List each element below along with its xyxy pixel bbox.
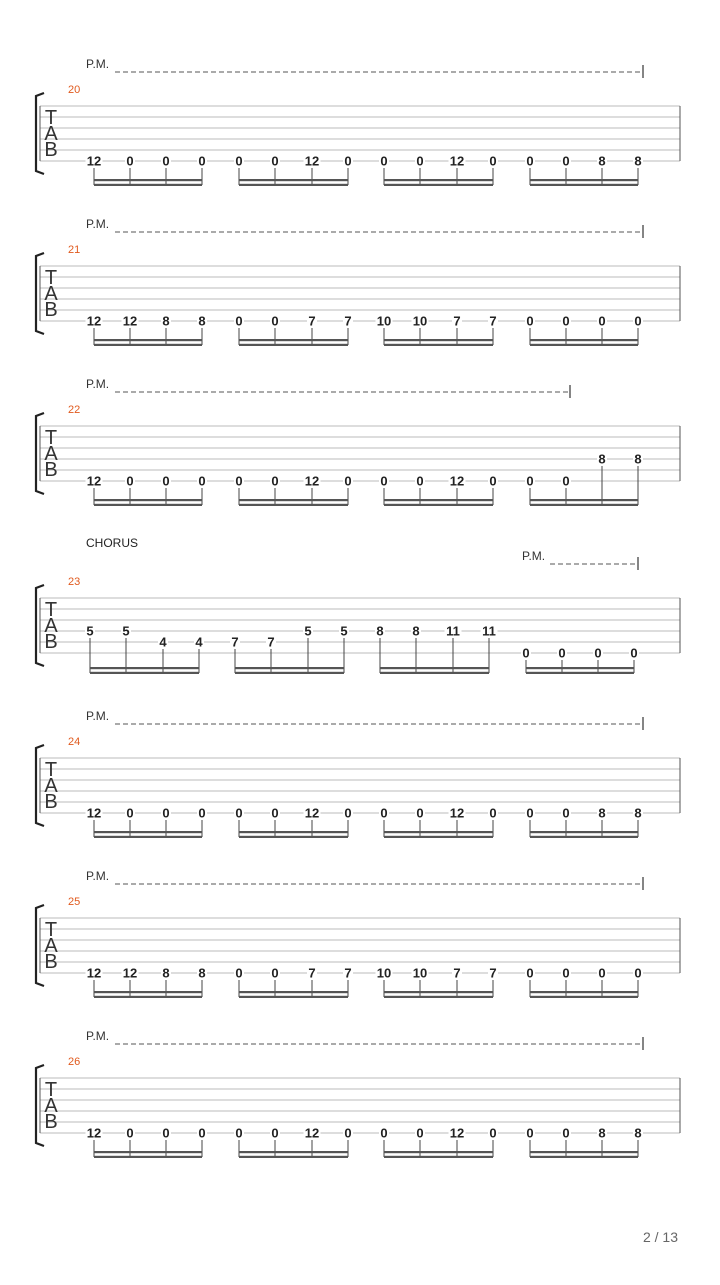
- beam-primary: [384, 339, 493, 341]
- beam-primary: [235, 667, 344, 669]
- measure-number: 21: [68, 244, 81, 256]
- beam-secondary: [530, 996, 638, 998]
- beat-group: [379, 806, 498, 839]
- fret-number: 12: [122, 965, 138, 981]
- fret-number: 0: [562, 313, 570, 329]
- measure-number: 25: [68, 896, 81, 908]
- beam-primary: [94, 991, 202, 993]
- fret-number: 0: [198, 473, 206, 489]
- tab-clef-letter: T: [44, 919, 58, 941]
- fret-number: 8: [162, 965, 170, 981]
- palm-mute-label: P.M.: [86, 217, 110, 231]
- fret-number: 5: [86, 623, 94, 639]
- fret-number: 0: [235, 965, 243, 981]
- beam-primary: [526, 667, 634, 669]
- beat-group: [525, 1126, 643, 1159]
- beat-group: [525, 452, 643, 507]
- measure-number: 26: [68, 1056, 81, 1068]
- beam-secondary: [90, 672, 199, 674]
- fret-number: 8: [598, 153, 606, 169]
- beam-secondary: [94, 996, 202, 998]
- beam-primary: [239, 991, 348, 993]
- tab-clef-letter: A: [44, 775, 58, 797]
- tab-clef-letter: A: [44, 1095, 58, 1117]
- beam-secondary: [384, 836, 493, 838]
- beam-primary: [94, 179, 202, 181]
- fret-number: 10: [412, 313, 428, 329]
- fret-number: 0: [198, 153, 206, 169]
- beam-primary: [380, 667, 489, 669]
- palm-mute-label: P.M.: [86, 377, 110, 391]
- beam-secondary: [384, 996, 493, 998]
- fret-number: 7: [344, 313, 352, 329]
- beat-group: [376, 966, 499, 999]
- fret-number: 10: [376, 965, 392, 981]
- fret-number: 0: [416, 1125, 424, 1141]
- fret-number: 0: [344, 805, 352, 821]
- beat-group: [521, 646, 639, 675]
- fret-number: 0: [235, 313, 243, 329]
- fret-number: 4: [159, 634, 167, 650]
- fret-number: 8: [598, 805, 606, 821]
- beat-group: [234, 314, 353, 347]
- beam-primary: [384, 179, 493, 181]
- tab-clef-letter: B: [44, 459, 58, 481]
- beat-group: [234, 806, 353, 839]
- fret-number: 8: [634, 153, 642, 169]
- beat-group: [379, 1126, 498, 1159]
- fret-number: 4: [195, 634, 203, 650]
- beam-primary: [239, 499, 348, 501]
- beam-primary: [90, 667, 199, 669]
- beam-secondary: [384, 504, 493, 506]
- fret-number: 5: [304, 623, 312, 639]
- fret-number: 0: [126, 1125, 134, 1141]
- palm-mute-label: P.M.: [86, 709, 110, 723]
- fret-number: 0: [522, 645, 530, 661]
- tab-clef-letter: B: [44, 299, 58, 321]
- fret-number: 8: [198, 313, 206, 329]
- fret-number: 0: [489, 153, 497, 169]
- fret-number: 0: [271, 1125, 279, 1141]
- fret-number: 12: [304, 153, 320, 169]
- beam-primary: [239, 1151, 348, 1153]
- fret-number: 0: [271, 313, 279, 329]
- fret-number: 0: [380, 1125, 388, 1141]
- fret-number: 0: [198, 1125, 206, 1141]
- beam-primary: [530, 831, 638, 833]
- tab-clef-letter: T: [44, 759, 58, 781]
- fret-number: 0: [271, 805, 279, 821]
- beam-secondary: [530, 836, 638, 838]
- tab-system: [36, 377, 680, 506]
- fret-number: 12: [86, 473, 102, 489]
- tab-clef-letter: T: [44, 427, 58, 449]
- fret-number: 0: [562, 473, 570, 489]
- beam-secondary: [530, 184, 638, 186]
- fret-number: 0: [489, 1125, 497, 1141]
- beam-primary: [94, 1151, 202, 1153]
- beam-primary: [94, 831, 202, 833]
- fret-number: 12: [122, 313, 138, 329]
- fret-number: 0: [526, 153, 534, 169]
- beat-group: [376, 314, 499, 347]
- fret-number: 7: [489, 313, 497, 329]
- beam-secondary: [94, 344, 202, 346]
- fret-number: 0: [235, 153, 243, 169]
- beat-group: [86, 154, 208, 187]
- fret-number: 0: [271, 473, 279, 489]
- tab-system: [36, 709, 680, 838]
- tab-clef-letter: B: [44, 631, 58, 653]
- tab-clef-letter: A: [44, 283, 58, 305]
- beam-secondary: [239, 1156, 348, 1158]
- fret-number: 8: [598, 1125, 606, 1141]
- fret-number: 0: [344, 473, 352, 489]
- beam-secondary: [94, 504, 202, 506]
- fret-number: 12: [449, 153, 465, 169]
- fret-number: 0: [162, 1125, 170, 1141]
- measure-number: 24: [68, 736, 81, 748]
- beam-secondary: [94, 836, 202, 838]
- fret-number: 12: [304, 473, 320, 489]
- fret-number: 12: [86, 965, 102, 981]
- beam-primary: [530, 499, 638, 501]
- fret-number: 12: [86, 805, 102, 821]
- tab-clef-letter: T: [44, 599, 58, 621]
- fret-number: 0: [594, 645, 602, 661]
- fret-number: 8: [198, 965, 206, 981]
- beam-primary: [94, 339, 202, 341]
- palm-mute-label: P.M.: [86, 869, 110, 883]
- tab-clef-letter: A: [44, 443, 58, 465]
- section-name: CHORUS: [86, 536, 139, 550]
- tab-system: [36, 869, 680, 998]
- fret-number: 0: [235, 473, 243, 489]
- tab-system: [36, 57, 680, 186]
- fret-number: 0: [380, 473, 388, 489]
- beam-secondary: [530, 504, 638, 506]
- fret-number: 12: [86, 313, 102, 329]
- fret-number: 7: [489, 965, 497, 981]
- fret-number: 0: [344, 153, 352, 169]
- fret-number: 8: [634, 451, 642, 467]
- tab-clef-letter: B: [44, 791, 58, 813]
- beat-group: [86, 1126, 208, 1159]
- beam-secondary: [239, 996, 348, 998]
- tab-clef-letter: T: [44, 267, 58, 289]
- beam-secondary: [526, 672, 634, 674]
- fret-number: 0: [562, 1125, 570, 1141]
- beam-secondary: [235, 672, 344, 674]
- fret-number: 0: [526, 805, 534, 821]
- fret-number: 7: [308, 965, 316, 981]
- beam-secondary: [94, 1156, 202, 1158]
- fret-number: 8: [412, 623, 420, 639]
- fret-number: 10: [412, 965, 428, 981]
- beam-secondary: [530, 344, 638, 346]
- fret-number: 0: [489, 805, 497, 821]
- measure-number: 22: [68, 404, 81, 416]
- beat-group: [234, 966, 353, 999]
- tab-clef-letter: T: [44, 1079, 58, 1101]
- fret-number: 12: [86, 153, 102, 169]
- fret-number: 0: [380, 153, 388, 169]
- fret-number: 0: [126, 473, 134, 489]
- beam-secondary: [384, 1156, 493, 1158]
- fret-number: 12: [449, 1125, 465, 1141]
- beat-group: [86, 806, 208, 839]
- beam-primary: [239, 831, 348, 833]
- beam-primary: [384, 831, 493, 833]
- beat-group: [86, 314, 208, 347]
- beam-secondary: [239, 184, 348, 186]
- fret-number: 7: [308, 313, 316, 329]
- beam-secondary: [384, 184, 493, 186]
- fret-number: 11: [482, 623, 496, 639]
- fret-number: 0: [489, 473, 497, 489]
- fret-number: 0: [526, 313, 534, 329]
- fret-number: 0: [235, 805, 243, 821]
- fret-number: 8: [634, 1125, 642, 1141]
- beat-group: [86, 474, 208, 507]
- measure-number: 23: [68, 576, 81, 588]
- tab-clef-letter: T: [44, 107, 58, 129]
- beam-secondary: [384, 344, 493, 346]
- beam-secondary: [239, 504, 348, 506]
- beat-group: [525, 966, 643, 999]
- fret-number: 0: [562, 965, 570, 981]
- fret-number: 0: [416, 805, 424, 821]
- beat-group: [525, 154, 643, 187]
- fret-number: 10: [376, 313, 392, 329]
- beat-group: [525, 314, 643, 347]
- beam-primary: [384, 991, 493, 993]
- beam-secondary: [239, 836, 348, 838]
- beam-primary: [94, 499, 202, 501]
- fret-number: 0: [598, 965, 606, 981]
- beam-primary: [239, 339, 348, 341]
- beam-primary: [530, 179, 638, 181]
- beam-secondary: [94, 184, 202, 186]
- palm-mute-label: P.M.: [522, 549, 546, 563]
- tab-system: [36, 217, 680, 346]
- fret-number: 0: [162, 153, 170, 169]
- beam-secondary: [380, 672, 489, 674]
- beam-primary: [530, 991, 638, 993]
- beat-group: [234, 474, 353, 507]
- beat-group: [525, 806, 643, 839]
- fret-number: 0: [126, 153, 134, 169]
- beam-primary: [530, 1151, 638, 1153]
- fret-number: 0: [198, 805, 206, 821]
- fret-number: 5: [340, 623, 348, 639]
- tab-clef-letter: B: [44, 1111, 58, 1133]
- fret-number: 0: [344, 1125, 352, 1141]
- fret-number: 0: [235, 1125, 243, 1141]
- tab-clef-letter: B: [44, 139, 58, 161]
- fret-number: 7: [344, 965, 352, 981]
- fret-number: 0: [416, 153, 424, 169]
- fret-number: 7: [453, 313, 461, 329]
- page-number: 2 / 13: [642, 1229, 678, 1245]
- fret-number: 12: [86, 1125, 102, 1141]
- beat-group: [234, 1126, 353, 1159]
- beam-primary: [239, 179, 348, 181]
- fret-number: 0: [162, 473, 170, 489]
- fret-number: 8: [634, 805, 642, 821]
- fret-number: 0: [562, 153, 570, 169]
- fret-number: 0: [562, 805, 570, 821]
- beat-group: [86, 966, 208, 999]
- fret-number: 5: [122, 623, 130, 639]
- palm-mute-label: P.M.: [86, 57, 110, 71]
- fret-number: 0: [380, 805, 388, 821]
- fret-number: 12: [304, 805, 320, 821]
- beam-primary: [530, 339, 638, 341]
- fret-number: 0: [526, 473, 534, 489]
- fret-number: 0: [126, 805, 134, 821]
- fret-number: 7: [267, 634, 275, 650]
- fret-number: 0: [598, 313, 606, 329]
- fret-number: 8: [162, 313, 170, 329]
- beat-group: [379, 474, 498, 507]
- beam-primary: [384, 1151, 493, 1153]
- fret-number: 0: [630, 645, 638, 661]
- palm-mute-label: P.M.: [86, 1029, 110, 1043]
- fret-number: 0: [416, 473, 424, 489]
- fret-number: 12: [449, 805, 465, 821]
- beam-secondary: [530, 1156, 638, 1158]
- fret-number: 12: [449, 473, 465, 489]
- fret-number: 8: [376, 623, 384, 639]
- fret-number: 0: [526, 965, 534, 981]
- tab-clef-letter: B: [44, 951, 58, 973]
- measure-number: 20: [68, 84, 81, 96]
- fret-number: 7: [231, 634, 239, 650]
- tab-system: [36, 1029, 680, 1158]
- fret-number: 0: [162, 805, 170, 821]
- beat-group: [234, 154, 353, 187]
- fret-number: 7: [453, 965, 461, 981]
- fret-number: 11: [446, 623, 460, 639]
- beat-group: [379, 154, 498, 187]
- tab-clef-letter: A: [44, 123, 58, 145]
- fret-number: 8: [598, 451, 606, 467]
- tab-system: [36, 536, 680, 674]
- fret-number: 0: [634, 965, 642, 981]
- fret-number: 0: [526, 1125, 534, 1141]
- fret-number: 0: [271, 153, 279, 169]
- beam-secondary: [239, 344, 348, 346]
- beam-primary: [384, 499, 493, 501]
- fret-number: 12: [304, 1125, 320, 1141]
- tab-clef-letter: A: [44, 935, 58, 957]
- fret-number: 0: [558, 645, 566, 661]
- fret-number: 0: [634, 313, 642, 329]
- tab-clef-letter: A: [44, 615, 58, 637]
- fret-number: 0: [271, 965, 279, 981]
